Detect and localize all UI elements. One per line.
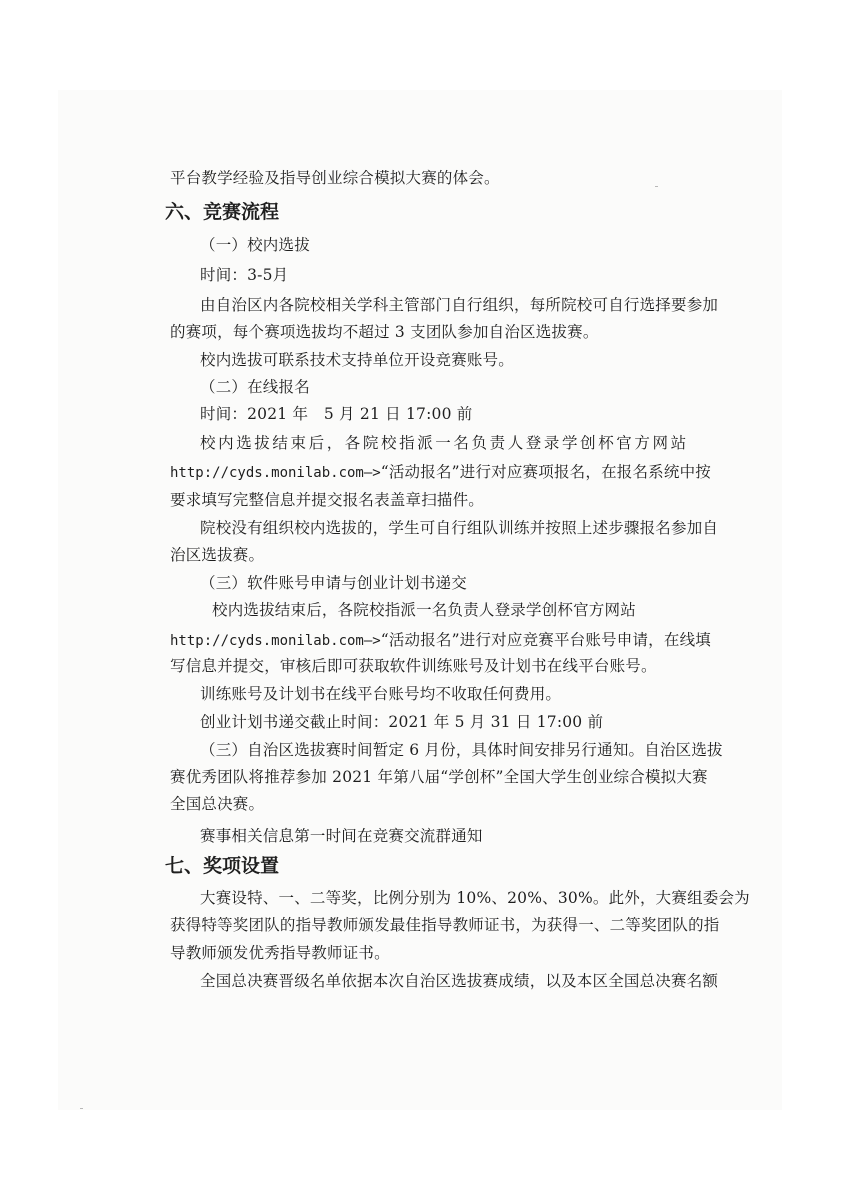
paragraph-line: 大赛设特、一、二等奖，比例分别为 10%、20%、30%。此外，大赛组委会为 (200, 889, 750, 907)
paragraph-line: 导教师颁发优秀指导教师证书。 (170, 944, 390, 962)
paragraph-line: 由自治区内各院校相关学科主管部门自行组织，每所院校可自行选择要参加 (200, 296, 719, 314)
paragraph-line: 获得特等奖团队的指导教师颁发最佳指导教师证书，为获得一、二等奖团队的指 (170, 916, 720, 934)
paragraph-text: “活动报名”进行对应赛项报名，在报名系统中按 (380, 463, 711, 481)
paragraph-line: 赛事相关信息第一时间在竞赛交流群通知 (200, 827, 483, 845)
paragraph-line: 全国总决赛晋级名单依据本次自治区选拔赛成绩，以及本区全国总决赛名额 (200, 972, 719, 990)
registration-url-link[interactable]: http://cyds.monilab.com—> (170, 465, 381, 481)
paragraph-line: 训练账号及计划书在线平台账号均不收取任何费用。 (200, 685, 562, 703)
subsection-heading-software-account: （三）软件账号申请与创业计划书递交 (200, 574, 467, 592)
paragraph-line: 全国总决赛。 (170, 795, 265, 813)
subsection-heading-online-registration: （二）在线报名 (200, 378, 310, 396)
paragraph-line: （三）自治区选拔赛时间暂定 6 月份，具体时间安排另行通知。自治区选拔 (200, 741, 723, 759)
section-heading-award-settings: 七、奖项设置 (165, 855, 280, 877)
paragraph-line: 时间：3-5月 (200, 266, 289, 284)
registration-url-link[interactable]: http://cyds.monilab.com—> (170, 633, 381, 649)
paragraph-line: 平台教学经验及指导创业综合模拟大赛的体会。 (170, 169, 500, 187)
paragraph-line: 写信息并提交，审核后即可获取软件训练账号及计划书在线平台账号。 (170, 657, 657, 675)
scan-speck (80, 1108, 83, 1109)
paragraph-line: 校内选拔结束后，各院校指派一名负责人登录学创杯官方网站 (200, 434, 689, 452)
paragraph-text: “活动报名”进行对应竞赛平台账号申请，在线填 (380, 631, 711, 649)
paragraph-line: 校内选拔可联系技术支持单位开设竞赛账号。 (200, 351, 515, 369)
section-heading-competition-process: 六、竞赛流程 (165, 201, 280, 223)
paragraph-line-with-url (170, 630, 711, 651)
paragraph-line: 赛优秀团队将推荐参加 2021 年第八届“学创杯”全国大学生创业综合模拟大赛 (170, 768, 708, 786)
subsection-heading-campus-selection: （一）校内选拔 (200, 236, 310, 254)
paragraph-line: 校内选拔结束后，各院校指派一名负责人登录学创杯官方网站 (212, 601, 636, 619)
paragraph-line: 创业计划书递交截止时间：2021 年 5 月 31 日 17:00 前 (200, 713, 604, 731)
paragraph-line: 时间：2021 年 5 月 21 日 17:00 前 (200, 405, 473, 423)
paragraph-line: 院校没有组织校内选拔的，学生可自行组队训练并按照上述步骤报名参加自 (200, 519, 719, 537)
paragraph-line: 治区选拔赛。 (170, 546, 265, 564)
scan-speck (655, 186, 658, 187)
paragraph-line: 要求填写完整信息并提交报名表盖章扫描件。 (170, 491, 485, 509)
paragraph-line: 的赛项，每个赛项选拔均不超过 3 支团队参加自治区选拔赛。 (170, 323, 599, 341)
paragraph-line-with-url (170, 462, 711, 483)
